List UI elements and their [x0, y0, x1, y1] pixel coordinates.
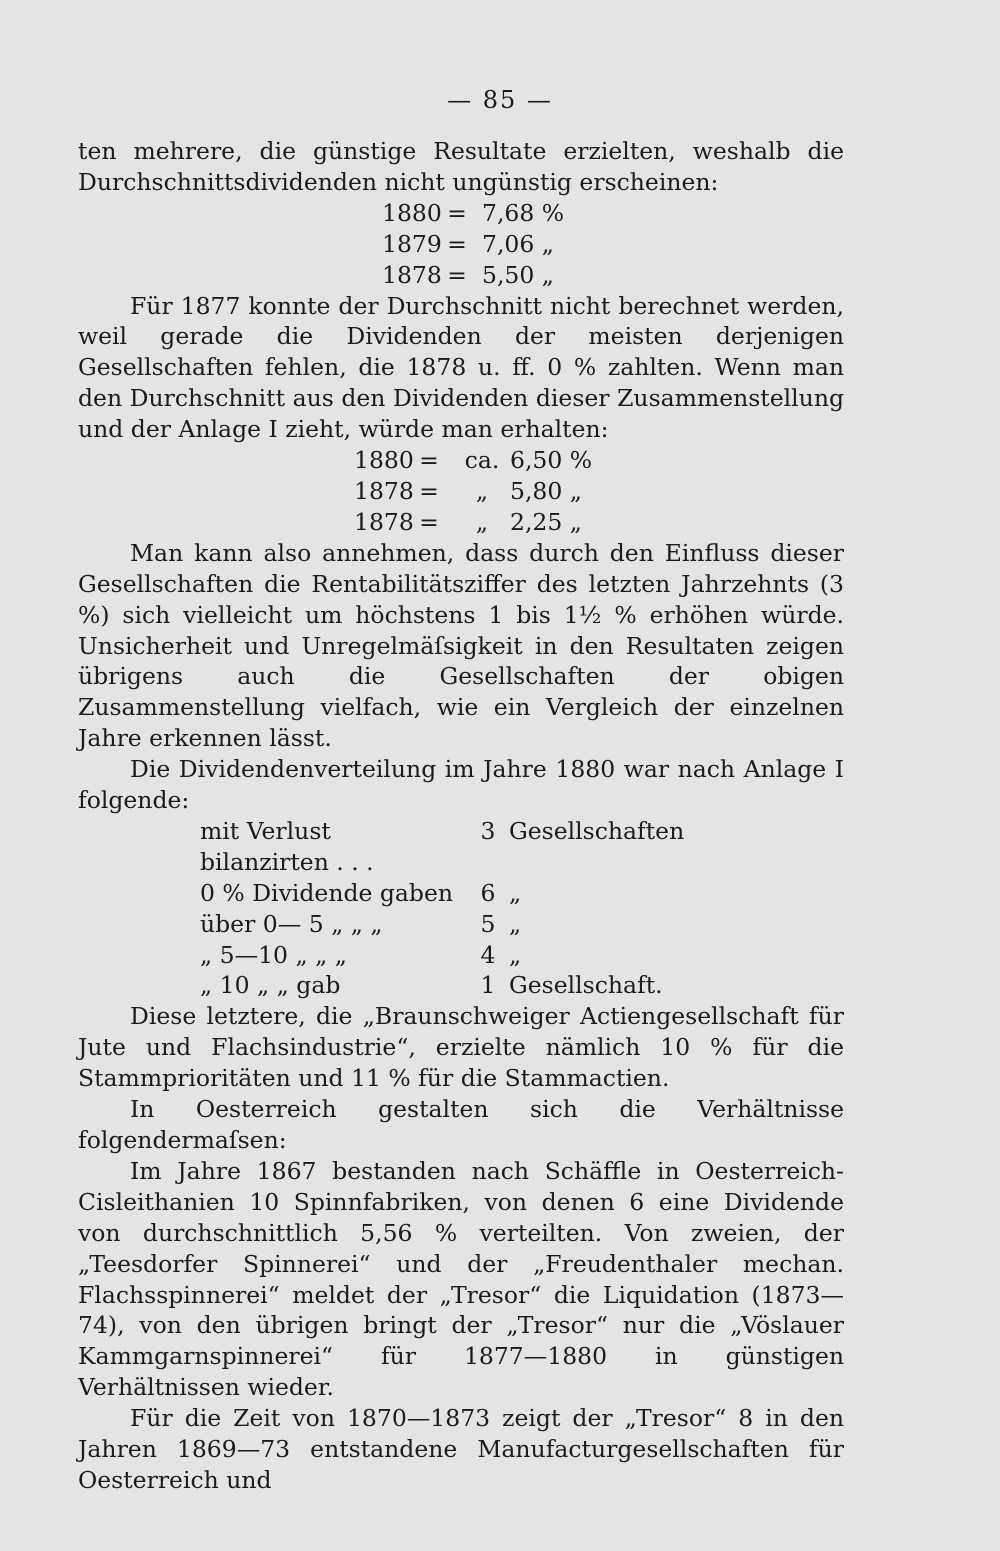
text-body [78, 136, 844, 1496]
distribution-row: über 0— 5 „ „ „ 5 „ [200, 909, 522, 938]
equation-row: 1878 = „ 5,80 „ [354, 476, 582, 505]
page-number: — 85 — [447, 86, 553, 114]
equation-row: 1878 = „ 2,25 „ [354, 507, 582, 536]
paragraph-5: Diese letztere, die „Braunschweiger Actiengesellschaft für Jute und Flachsindustrie“, erzielte nämlich 10 % für die Stammprioritäten und 11 % für die Stammactien. [78, 1002, 844, 1093]
distribution-row: „ 10 „ „ gab 1 Gesellschaft. [200, 971, 663, 1000]
paragraph-4: Die Dividendenverteilung im Jahre 1880 war nach Anlage I folgende: [78, 755, 844, 815]
distribution-row: 0 % Dividende gaben 6 „ [200, 878, 522, 907]
equation-block-1 [78, 198, 844, 291]
equation-block-2 [78, 445, 844, 538]
distribution-row: „ 5—10 „ „ „ 4 „ [200, 940, 522, 969]
paragraph-8: Für die Zeit von 1870—1873 zeigt der „Tresor“ 8 in den Jahren 1869—73 entstandene Manufacturgesellschaften für Oesterreich und [78, 1404, 844, 1494]
equation-row: 1878 = 5,50 „ [382, 260, 554, 289]
paragraph-1: ten mehrere, die günstige Resultate erzielten, weshalb die Durchschnittsdividenden nicht ungünstig erscheinen: [78, 137, 844, 196]
distribution-table [78, 816, 844, 1001]
paragraph-2: Für 1877 konnte der Durchschnitt nicht berechnet werden, weil gerade die Dividenden der meisten derjenigen Gesellschaften fehlen, die 1878 u. ff. 0 % zahlten. Wenn man den Durchschnitt aus den Dividenden dieser Zusammenstellung und der Anlage I zieht, würde man erhalten: [78, 291, 844, 444]
equation-row: 1880 = ca. 6,50 % [354, 446, 593, 475]
paragraph-3: Man kann also annehmen, dass durch den Einfluss dieser Gesellschaften die Rentabilitätsziffer des letzten Jahrzehnts (3 %) sich vielleicht um höchstens 1 bis 1½ % erhöhen würde. Unsicherheit und Unregelmäſsigkeit in den Resultaten zeigen übrigens auch die Gesellschaften der obigen Zusammenstellung vielfach, wie ein Vergleich der einzelnen Jahre erkennen lässt. [78, 538, 844, 753]
equation-row: 1879 = 7,06 „ [382, 229, 554, 258]
equation-row: 1880 = 7,68 % [382, 198, 565, 227]
paragraph-6: In Oesterreich gestalten sich die Verhältnisse folgendermaſsen: [78, 1095, 844, 1154]
paragraph-7: Im Jahre 1867 bestanden nach Schäffle in Oesterreich-Cisleithanien 10 Spinnfabriken, von denen 6 eine Dividende von durchschnittlich 5,56 % verteilten. Von zweien, der „Teesdorfer Spinnerei“ und der „Freudenthaler mechan. Flachsspinnerei“ meldet der „Tresor“ die Liquidation (1873—74), von den übrigen bringt der „Tresor“ nur die „Vöslauer Kammgarnspinnerei“ für 1877—1880 in günstigen Verhältnissen wieder. [78, 1156, 844, 1402]
distribution-row: mit Verlust bilanzirten . . . 3 Gesellschaften [200, 816, 685, 876]
